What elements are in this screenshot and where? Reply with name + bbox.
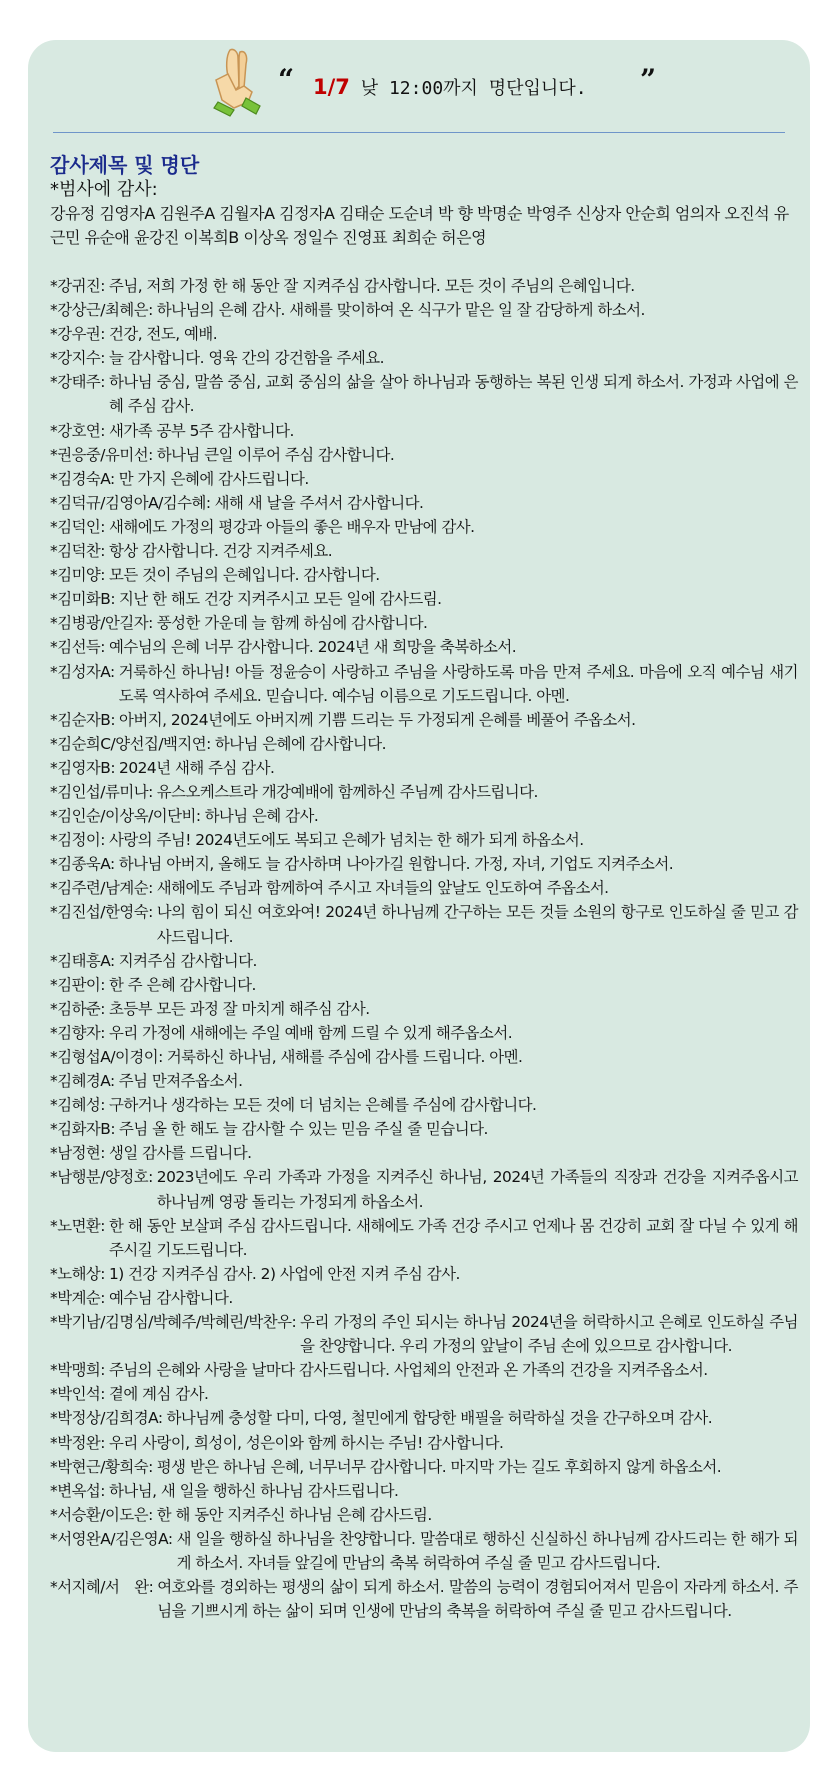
entry-label: *남정현:	[50, 1144, 105, 1163]
list-item	[50, 852, 798, 876]
spacer	[50, 250, 798, 274]
entry-text: 거룩하신 하나님! 아들 정윤승이 사랑하고 주님을 사랑하도록 마음 만져 주세요. 마음에 오직 예수님 새기도록 역사하여 주세요. 믿습니다. 예수님 이름으로 기도드립니다. 아멘.	[118, 662, 798, 705]
entry-text: 하나님께 충성할 다미, 다영, 철민에게 합당한 배필을 허락하실 것을 간구하오며 감사.	[166, 1409, 713, 1428]
entry-text: 예수님의 은혜 너무 감사합니다. 2024년 새 희망을 축복하소서.	[108, 638, 517, 657]
list-item	[50, 443, 798, 467]
entry-label: *박맹희:	[50, 1361, 105, 1380]
entry-text: 새 일을 행하실 하나님을 찬양합니다. 말씀대로 행하신 신실하신 하나님께 감사드리는 한 해가 되게 하소서. 자녀들 앞길에 만남의 축복 허락하여 주실 줄 믿고 감사드립니다.	[176, 1529, 798, 1572]
entry-text: 사랑의 주님! 2024년도에도 복되고 은혜가 넘치는 한 해가 되게 하옵소서.	[108, 831, 584, 850]
list-item	[50, 732, 798, 756]
divider	[53, 132, 785, 133]
entry-label: *김선득:	[50, 638, 105, 657]
entry-label: *남행분/양정호:	[50, 1168, 153, 1187]
entry-label: *박인석:	[50, 1385, 105, 1404]
entry-text: 늘 감사합니다. 영육 간의 강건함을 주세요.	[108, 349, 384, 368]
entry-label: *박계순:	[50, 1288, 105, 1307]
entry-label: *강우권:	[50, 325, 105, 344]
entry-text: 새해에도 가정의 평강과 아들의 좋은 배우자 만남에 감사.	[108, 517, 475, 536]
list-item	[50, 997, 798, 1021]
entry-text: 주님 올 한 해도 늘 감사할 수 있는 믿음 주실 줄 믿습니다.	[119, 1120, 488, 1139]
entry-text: 주님의 은혜와 사랑을 날마다 감사드립니다. 사업체의 안전과 온 가족의 건강을 지켜주옵소서.	[108, 1361, 708, 1380]
entry-label: *김종욱A:	[50, 855, 115, 874]
entry-label: *김덕규/김영아A/김수혜:	[50, 493, 211, 512]
entry-text: 평생 받은 하나님 은혜, 너무너무 감사합니다. 마지막 가는 길도 후회하지 않게 하옵소서.	[156, 1457, 722, 1476]
entry-label: *김경숙A:	[50, 469, 115, 488]
entry-label: *김인순/이상옥/이단비:	[50, 807, 201, 826]
entry-label: *김미양:	[50, 566, 105, 585]
entry-label: *박현근/황희숙:	[50, 1457, 153, 1476]
list-item	[50, 1093, 798, 1117]
entry-label: *김덕인:	[50, 517, 105, 536]
entries-list	[50, 274, 798, 1623]
entry-text: 하나님 큰일 이루어 주심 감사합니다.	[156, 445, 395, 464]
entry-label: *김성자A:	[50, 662, 115, 681]
list-item	[50, 1503, 798, 1527]
list-item	[50, 1021, 798, 1045]
list-item	[50, 419, 798, 443]
entry-text: 주님 만져주옵소서.	[118, 1072, 243, 1091]
entry-label: *변옥섭:	[50, 1481, 105, 1500]
list-item	[50, 1406, 798, 1430]
entry-text: 곁에 계심 감사.	[108, 1385, 209, 1404]
entry-text: 우리 가정의 주인 되시는 하나님 2024년을 허락하시고 은혜로 인도하실 주님을 찬양합니다. 우리 가정의 앞날이 주님 손에 있으므로 감사합니다.	[300, 1313, 798, 1356]
list-item	[50, 1310, 798, 1358]
prayer-card	[28, 40, 810, 1752]
entry-text: 여호와를 경외하는 평생의 삶이 되게 하소서. 말씀의 능력이 경험되어져서 믿음이 자라게 하소서. 주님을 기쁘시게 하는 삶이 되며 인생에 만남의 축복을 허락하여 주실 줄 믿고 감사드립니다.	[157, 1578, 798, 1621]
entry-text: 우리 가정에 새해에는 주일 예배 함께 드릴 수 있게 해주옵소서.	[108, 1023, 513, 1042]
list-item	[50, 780, 798, 804]
entry-text: 새해에도 주님과 함께하여 주시고 자녀들의 앞날도 인도하여 주옵소서.	[156, 879, 609, 898]
list-item	[50, 660, 798, 708]
entry-text: 유스오케스트라 개강예배에 함께하신 주님께 감사드립니다.	[156, 782, 538, 801]
entry-label: *김향자:	[50, 1023, 105, 1042]
entry-label: *김혜성:	[50, 1096, 105, 1115]
list-item	[50, 900, 798, 948]
entry-text: 만 가지 은혜에 감사드립니다.	[118, 469, 309, 488]
entry-label: *서영완A/김은영A:	[50, 1529, 173, 1548]
entry-label: *노해상:	[50, 1264, 105, 1283]
open-quote: “	[278, 63, 295, 96]
list-item	[50, 1382, 798, 1406]
entry-text: 주님, 저희 가정 한 해 동안 잘 지켜주심 감사합니다. 모든 것이 주님의 은혜입니다.	[108, 277, 635, 295]
section-subtitle: *범사에 감사:	[50, 179, 158, 200]
entry-text: 예수님 감사합니다.	[108, 1288, 233, 1307]
entry-text: 한 해 동안 보살펴 주심 감사드립니다. 새해에도 가족 건강 주시고 언제나 몸 건강히 교회 잘 다닐 수 있게 해주시길 기도드립니다.	[108, 1216, 798, 1259]
list-item	[50, 1358, 798, 1382]
entry-label: *김진섭/한영숙:	[50, 903, 153, 922]
entry-text: 하나님, 새 일을 행하신 하나님 감사드립니다.	[108, 1481, 399, 1500]
entry-text: 거룩하신 하나님, 새해를 주심에 감사를 드립니다. 아멘.	[166, 1048, 523, 1066]
list-item	[50, 708, 798, 732]
entry-text: 모든 것이 주님의 은혜입니다. 감사합니다.	[108, 566, 380, 585]
entry-label: *강호연:	[50, 421, 105, 440]
entry-label: *김순자B:	[50, 710, 116, 729]
list-item	[50, 322, 798, 346]
entry-label: *김판이:	[50, 975, 105, 994]
entry-text: 우리 사랑이, 희성이, 성은이와 함께 하시는 주님! 감사합니다.	[108, 1433, 504, 1452]
list-item	[50, 515, 798, 539]
entry-text: 항상 감사합니다. 건강 지켜주세요.	[108, 542, 333, 561]
entry-label: *김형섭A/이경이:	[50, 1048, 163, 1066]
entry-label: *강태주:	[50, 373, 105, 392]
entry-label: *김주련/남계순:	[50, 879, 153, 898]
list-item	[50, 876, 798, 900]
list-item	[50, 587, 798, 611]
entry-label: *김화자B:	[50, 1120, 116, 1139]
entry-label: *김병광/안길자:	[50, 614, 153, 633]
entry-text: 아버지, 2024년에도 아버지께 기쁨 드리는 두 가정되게 은혜를 베풀어 주옵소서.	[119, 710, 636, 729]
list-item	[50, 370, 798, 418]
deadline-date: 1/7	[313, 75, 350, 99]
list-item	[50, 346, 798, 370]
section-title: 감사제목 및 명단	[50, 153, 200, 177]
list-item	[50, 539, 798, 563]
entry-label: *박정완:	[50, 1433, 105, 1452]
close-quote: ”	[640, 63, 657, 96]
list-item	[50, 756, 798, 780]
entry-label: *권응중/유미선:	[50, 445, 153, 464]
entry-label: *강귀진:	[50, 277, 105, 295]
list-item	[50, 467, 798, 491]
list-item	[50, 611, 798, 635]
list-item	[50, 563, 798, 587]
list-item	[50, 1141, 798, 1165]
entry-text: 나의 힘이 되신 여호와여! 2024년 하나님께 간구하는 모든 것들 소원의 항구로 인도하실 줄 믿고 감사드립니다.	[156, 903, 798, 946]
list-item	[50, 973, 798, 997]
list-item	[50, 1286, 798, 1310]
entry-text: 1) 건강 지켜주심 감사. 2) 사업에 안전 지켜 주심 감사.	[108, 1264, 460, 1283]
entry-label: *김영자B:	[50, 758, 116, 777]
content	[50, 152, 798, 1623]
entry-label: *김태흥A:	[50, 951, 115, 970]
entry-text: 지켜주심 감사합니다.	[118, 951, 257, 970]
entry-text: 하나님의 은혜 감사. 새해를 맞이하여 온 식구가 맡은 일 잘 감당하게 하소서.	[156, 301, 645, 320]
entry-label: *박정상/김희경A:	[50, 1409, 163, 1428]
entry-text: 하나님 은혜 감사.	[204, 807, 319, 826]
entry-text: 초등부 모든 과정 잘 마치게 해주심 감사.	[108, 999, 370, 1018]
entry-text: 하나님 아버지, 올해도 늘 감사하며 나아가길 원합니다. 가정, 자녀, 기업도 지켜주소서.	[118, 855, 674, 874]
praying-hands-icon	[208, 46, 266, 118]
list-item	[50, 1262, 798, 1286]
entry-label: *서승환/이도은:	[50, 1505, 153, 1524]
names-list: 강유정 김영자A 김원주A 김월자A 김정자A 김태순 도순녀 박 향 박명순 박영주 신상자 안순희 엄의자 오진석 유근민 유순애 윤강진 이복희B 이상옥 정일수 진영표 최희순 허은영	[50, 204, 789, 247]
list-item	[50, 1069, 798, 1093]
entry-label: *김정이:	[50, 831, 105, 850]
entry-label: *김혜경A:	[50, 1072, 115, 1091]
entry-text: 2024년 새해 주심 감사.	[119, 758, 275, 777]
list-item	[50, 1431, 798, 1455]
list-item	[50, 1214, 798, 1262]
list-item	[50, 1575, 798, 1623]
entry-text: 새가족 공부 5주 감사합니다.	[108, 421, 294, 440]
entry-text: 한 주 은혜 감사합니다.	[108, 975, 256, 994]
entry-label: *김미화B:	[50, 590, 116, 609]
list-item	[50, 298, 798, 322]
list-item	[50, 274, 798, 298]
entry-text: 지난 한 해도 건강 지켜주시고 모든 일에 감사드림.	[119, 590, 442, 609]
list-item	[50, 1045, 798, 1069]
list-item	[50, 1479, 798, 1503]
entry-text: 새해 새 날을 주셔서 감사합니다.	[214, 493, 424, 512]
entry-text: 하나님 중심, 말씀 중심, 교회 중심의 삶을 살아 하나님과 동행하는 복된 인생 되게 하소서. 가정과 사업에 은혜 주심 감사.	[108, 373, 798, 416]
entry-label: *김순희C/양선집/백지연:	[50, 734, 211, 753]
list-item	[50, 1455, 798, 1479]
entry-text: 건강, 전도, 예배.	[108, 325, 218, 344]
header	[28, 40, 810, 140]
entry-label: *노면환:	[50, 1216, 105, 1235]
deadline-text: 낮 12:00까지 명단입니다.	[349, 78, 587, 99]
entry-label: *강상근/최혜은:	[50, 301, 153, 320]
entry-text: 하나님 은혜에 감사합니다.	[214, 734, 387, 753]
entry-label: *강지수:	[50, 349, 105, 368]
deadline-notice	[313, 74, 587, 100]
list-item	[50, 949, 798, 973]
list-item	[50, 491, 798, 515]
entry-text: 생일 감사를 드립니다.	[108, 1144, 252, 1163]
entry-label: *김하준:	[50, 999, 105, 1018]
list-item	[50, 635, 798, 659]
entry-label: *김인섭/류미나:	[50, 782, 153, 801]
entry-label: *서지혜/서 완:	[50, 1578, 154, 1597]
entry-text: 구하거나 생각하는 모든 것에 더 넘치는 은혜를 주심에 감사합니다.	[108, 1096, 537, 1115]
entry-label: *김덕찬:	[50, 542, 105, 561]
list-item	[50, 804, 798, 828]
entry-label: *박기남/김명심/박혜주/박혜린/박찬우:	[50, 1313, 297, 1332]
entry-text: 2023년에도 우리 가족과 가정을 지켜주신 하나님, 2024년 가족들의 직장과 건강을 지켜주옵시고 하나님께 영광 돌리는 가정되게 하옵소서.	[156, 1168, 798, 1211]
list-item	[50, 828, 798, 852]
list-item	[50, 1117, 798, 1141]
list-item	[50, 1165, 798, 1213]
entry-text: 한 해 동안 지켜주신 하나님 은혜 감사드림.	[156, 1505, 432, 1524]
entry-text: 풍성한 가운데 늘 함께 하심에 감사합니다.	[156, 614, 428, 633]
list-item	[50, 1527, 798, 1575]
